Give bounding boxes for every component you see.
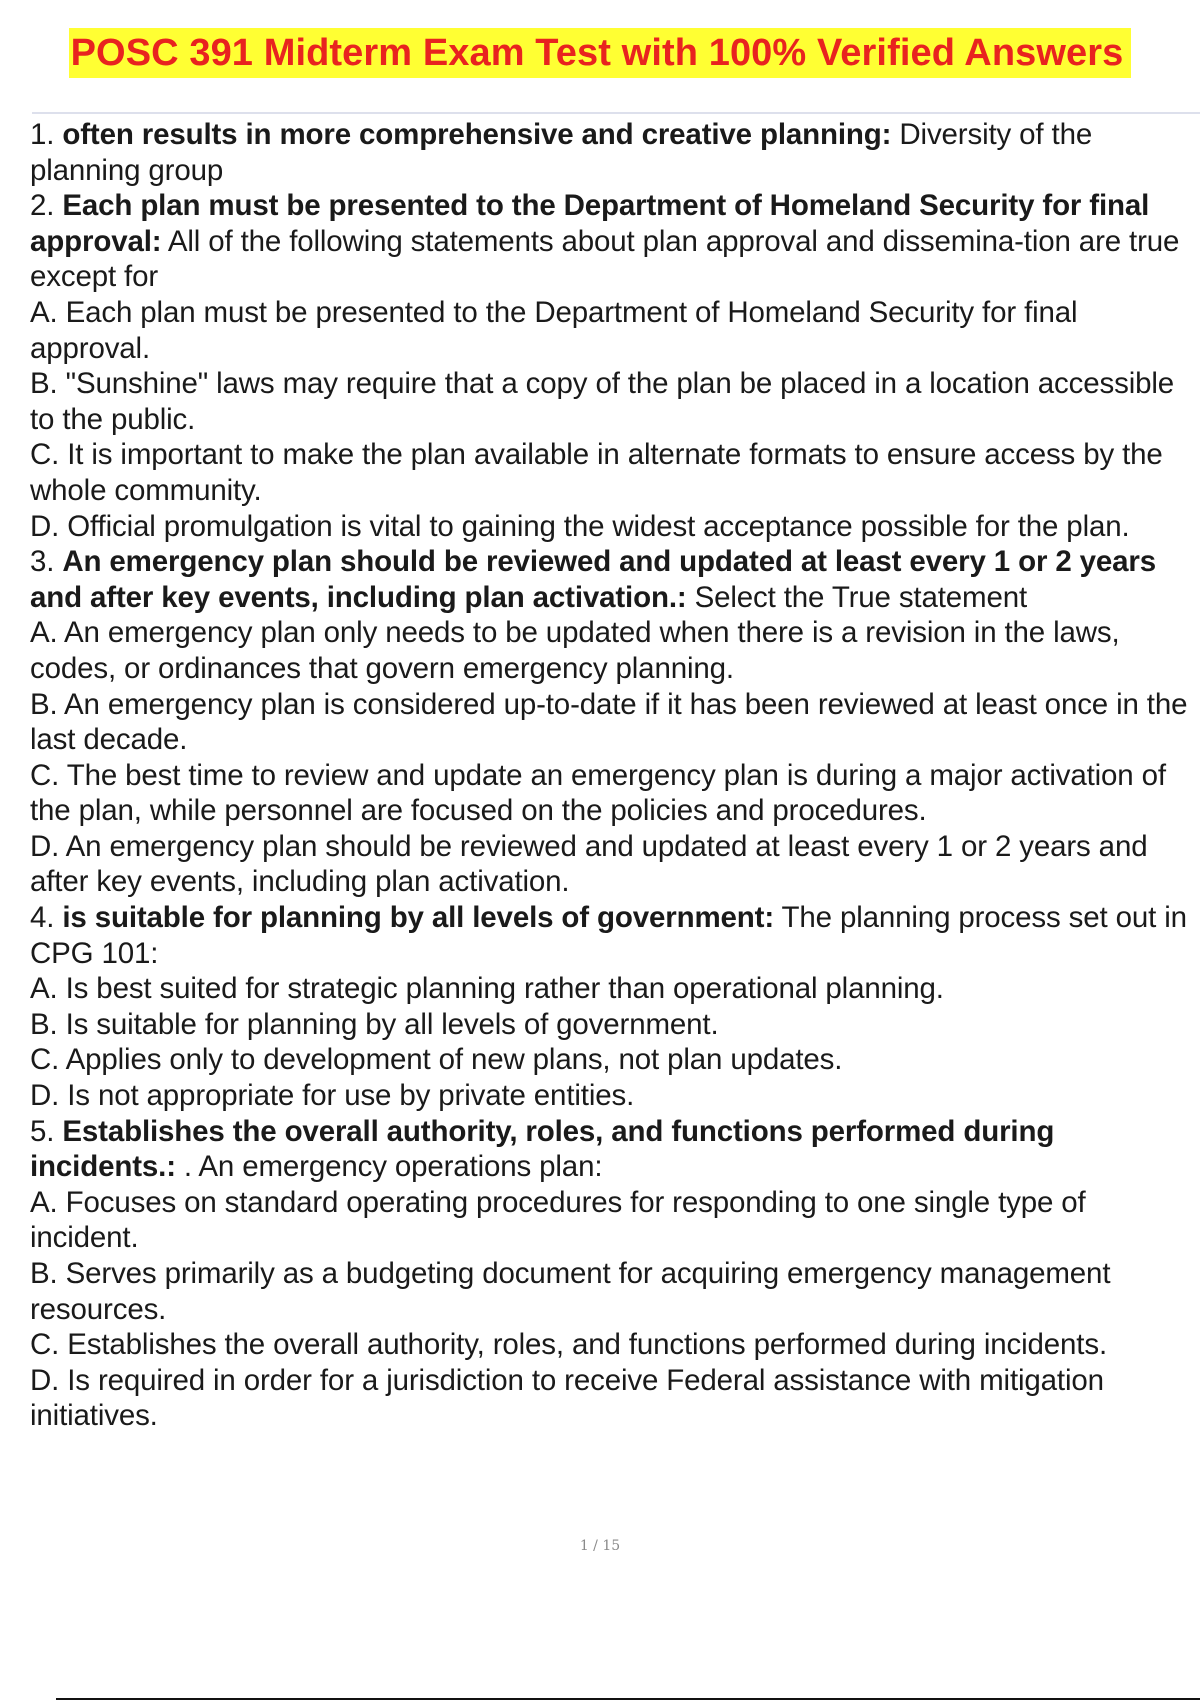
question-5	[30, 1114, 1200, 1434]
option-d: D. Is not appropriate for use by private entities.	[30, 1079, 635, 1113]
question-prompt: The planning process set out in CPG 101:	[30, 901, 1187, 970]
question-number: 3.	[30, 545, 55, 579]
question-text	[30, 900, 1200, 971]
option-b: B. An emergency plan is considered up-to-date if it has been reviewed at least once in the last decade.	[30, 687, 1188, 757]
option-a: A. Focuses on standard operating procedures for responding to one single type of incident.	[30, 1185, 1086, 1255]
option-b: B. Is suitable for planning by all levels of government.	[30, 1007, 719, 1041]
title-bar	[0, 28, 1200, 78]
option-c: C. The best time to review and update an emergency plan is during a major activation of the plan, while personnel are focused on the policies and procedures.	[30, 758, 1166, 828]
answer-text: An emergency plan should be reviewed and updated at least every 1 or 2 years and after key events, including plan activation.:	[30, 545, 1156, 614]
question-4	[30, 900, 1200, 1114]
option-a: A. Each plan must be presented to the Department of Homeland Security for final approval.	[30, 295, 1078, 365]
question-text	[30, 544, 1200, 615]
question-3	[30, 544, 1200, 900]
title-divider	[32, 112, 1200, 114]
option-d: D. Is required in order for a jurisdiction to receive Federal assistance with mitigation initiatives.	[30, 1363, 1104, 1433]
question-prompt: All of the following statements about plan approval and dissemina-tion are true except for	[30, 224, 1180, 294]
question-number: 5.	[30, 1114, 55, 1148]
question-number: 4.	[30, 901, 55, 935]
option-a: A. Is best suited for strategic planning rather than operational planning.	[30, 972, 944, 1006]
option-c: C. It is important to make the plan available in alternate formats to ensure access by the whole community.	[30, 438, 1163, 507]
option-b: B. Serves primarily as a budgeting document for acquiring emergency management resources.	[30, 1257, 1111, 1326]
question-number: 2.	[30, 189, 55, 223]
answer-text: Each plan must be presented to the Department of Homeland Security for final approval:	[30, 189, 1150, 258]
page-number: 1 / 15	[579, 1538, 621, 1554]
question-text	[30, 117, 1200, 188]
option-c: C. Applies only to development of new plans, not plan updates.	[30, 1043, 843, 1077]
question-1	[30, 117, 1200, 188]
question-text	[30, 1114, 1200, 1185]
question-prompt: . An emergency operations plan:	[183, 1150, 603, 1184]
question-prompt: Select the True statement	[694, 580, 1028, 614]
option-a: A. An emergency plan only needs to be updated when there is a revision in the laws, codes, or ordinances that govern emergency planning.	[30, 616, 1120, 685]
question-text	[30, 188, 1200, 295]
option-b: B. "Sunshine" laws may require that a copy of the plan be placed in a location accessible to the public.	[30, 367, 1175, 436]
option-d: D. Official promulgation is vital to gaining the widest acceptance possible for the plan.	[30, 509, 1130, 543]
question-number: 1.	[30, 118, 55, 151]
question-list	[30, 117, 1200, 1434]
answer-text: Establishes the overall authority, roles, and functions performed during incidents.:	[30, 1114, 1055, 1184]
answer-text: often results in more comprehensive and creative planning:	[62, 118, 892, 151]
question-prompt: Diversity of the planning group	[30, 118, 1093, 187]
option-d: D. An emergency plan should be reviewed and updated at least every 1 or 2 years and after key events, including plan activation.	[30, 829, 1148, 899]
answer-text: is suitable for planning by all levels of government:	[62, 901, 775, 935]
document-title: POSC 391 Midterm Exam Test with 100% Verified Answers	[69, 28, 1132, 78]
option-c: C. Establishes the overall authority, roles, and functions performed during incidents.	[30, 1328, 1107, 1362]
question-2	[30, 188, 1200, 544]
